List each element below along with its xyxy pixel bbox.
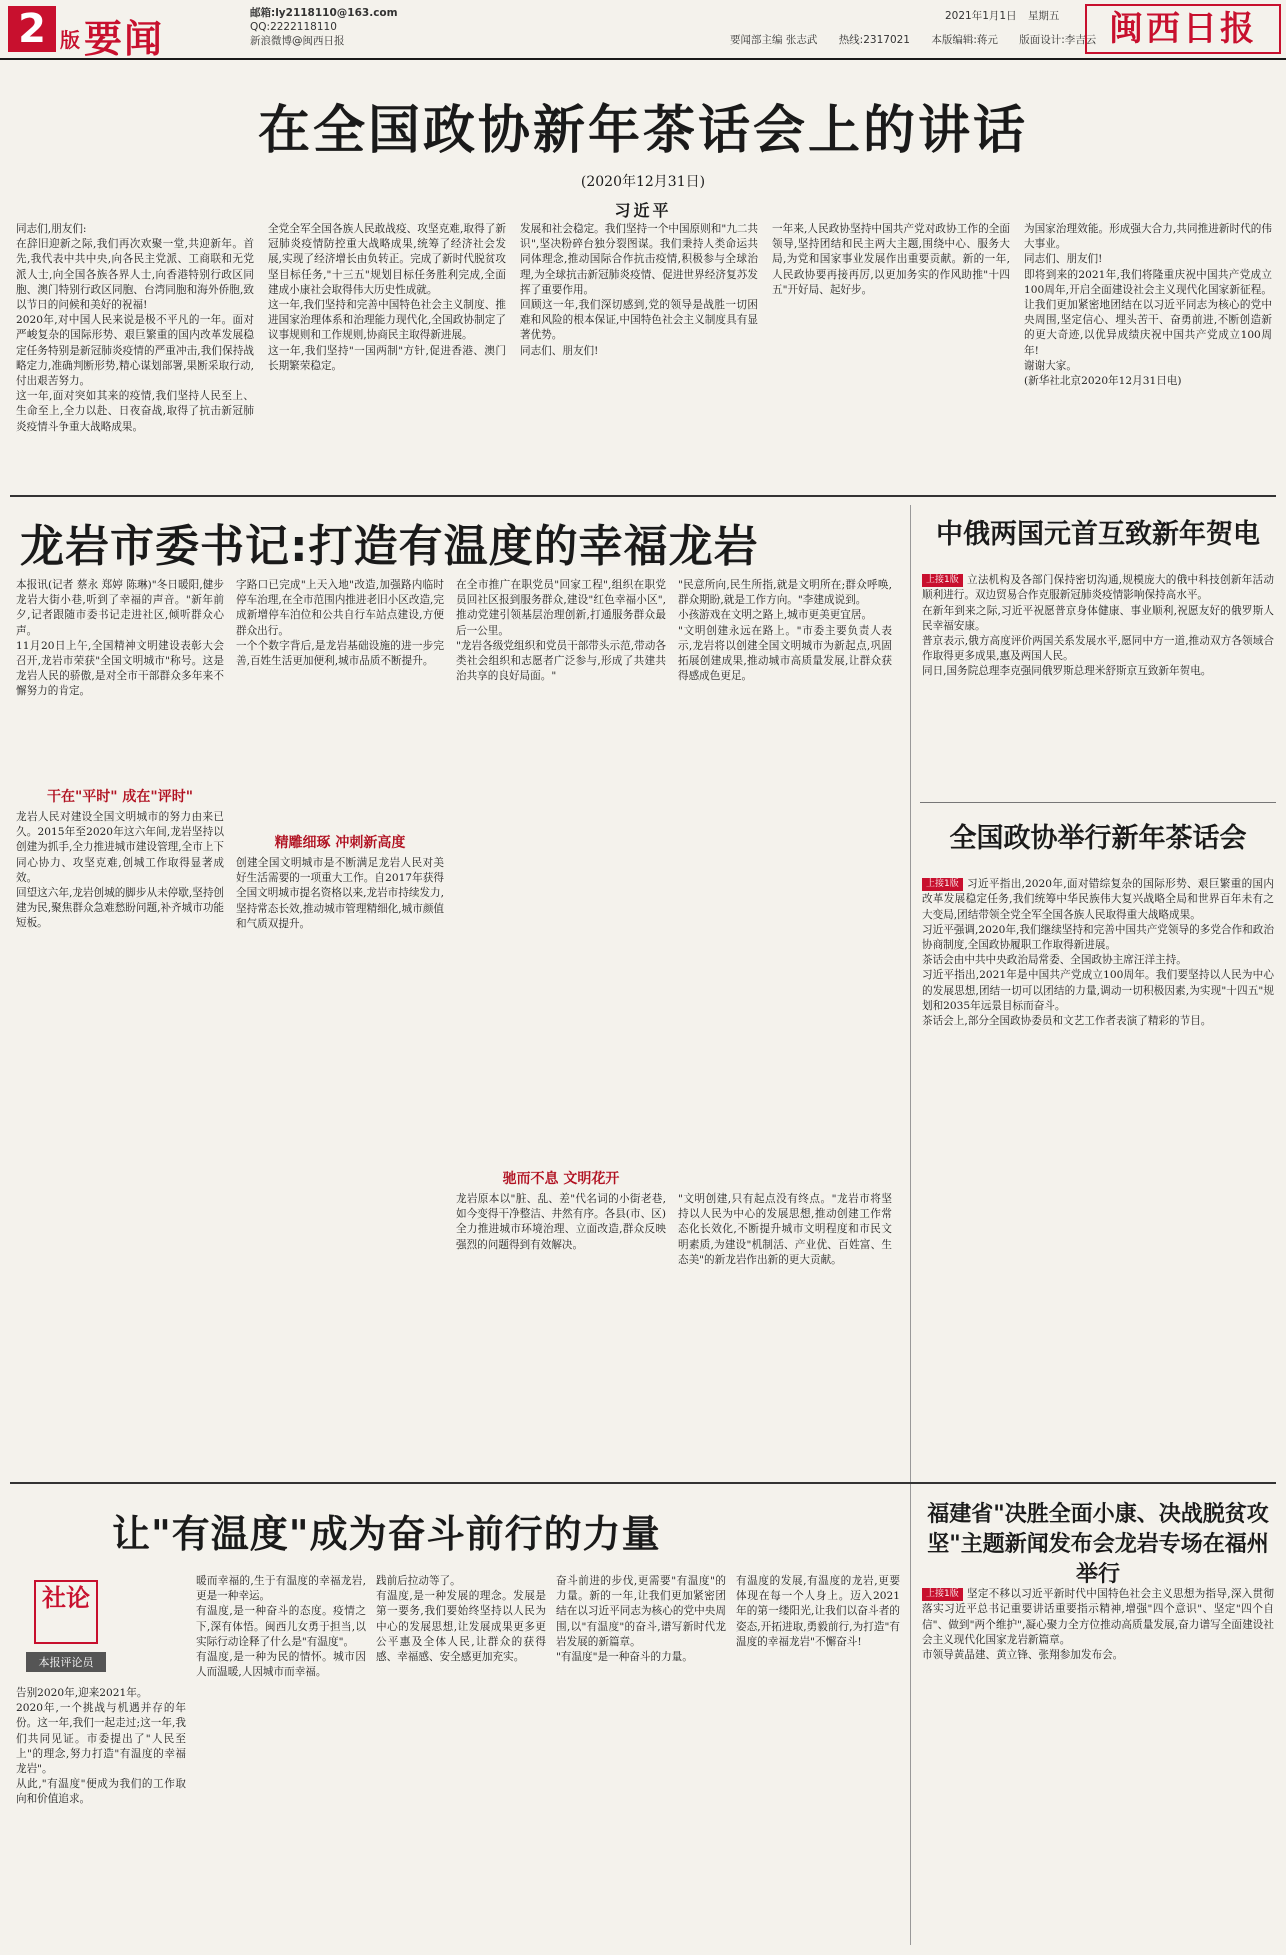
- speech-column-2: 全党全军全国各族人民敢战疫、攻坚克难,取得了新冠肺炎疫情防控重大战略成果,统筹了经济社会发展,实现了经济增长由负转正。完成了新时代脱贫攻坚目标任务,"十三五"规划目标任务胜利完成,全面建成小康社会取得伟大历史性成就。 这一年,我们坚持和完善中国特色社会主义制度、推进国家治理体系和治理能力现代化,全国政协制定了议事规则和工作规则,协商民主取得新进展。 这一年,我们坚持"一国两制"方针,促进香港、澳门长期繁荣稳定。: [268, 223, 506, 372]
- editor-credits: [730, 32, 1114, 47]
- speech-column-1: 同志们,朋友们: 在辞旧迎新之际,我们再次欢聚一堂,共迎新年。首先,我代表中共中央,向各民主党派、工商联和无党派人士,向全国各族各界人士,向香港特别行政区同胞、澳门特别行政区同胞、台湾同胞和海外侨胞,致以节日的问候和美好的祝福! 2020年,对中国人民来说是极不平凡的一年。面对严峻复杂的国际形势、艰巨繁重的国内改革发展稳定任务特别是新冠肺炎疫情的严重冲击,我们保持战略定力,准确判断形势,精心谋划部署,果断采取行动,付出艰苦努力。 这一年,面对突如其来的疫情,我们坚持人民至上、生命至上,全力以赴、日夜奋战,取得了抗击新冠肺炎疫情斗争重大战略成果。: [16, 223, 254, 433]
- side-headline-2: 全国政协举行新年茶话会: [949, 823, 1247, 854]
- lead-headline: 龙岩市委书记:打造有温度的幸福龙岩: [20, 521, 759, 572]
- editorial-column-2: 暖而幸福的,生于有温度的幸福龙岩,更是一种幸运。 有温度,是一种奋斗的态度。疫情之下,深有体悟。闽西儿女勇于担当,以实际行动诠释了什么是"有温度"。 有温度,是一种为民的情怀。城市因人而温暖,人因城市而幸福。: [196, 1575, 366, 1679]
- lead-column-3: 在全市推广在职党员"回家工程",组织在职党员回社区报到服务群众,建设"红色幸福小区",推动党建引领基层治理创新,打通服务群众最后一公里。 "龙岩各级党组织和党员干部带头示范,带动各类社会组织和志愿者广泛参与,形成了共建共治共享的良好局面。": [456, 579, 666, 683]
- date-text: 2021年1月1日: [945, 10, 1017, 22]
- weekday-text: 星期五: [1027, 10, 1060, 22]
- lead-subhead-2: 精雕细琢 冲刺新高度: [274, 835, 406, 851]
- editor-layout: 版面设计:李吉云: [1019, 34, 1097, 46]
- speech-column-5: 为国家治理效能。形成强大合力,共同推进新时代的伟大事业。 同志们、朋友们! 即将到来的2021年,我们将隆重庆祝中国共产党成立100周年,开启全面建设社会主义现代化国家新征程。让我们更加紧密地团结在以习近平同志为核心的党中央周围,坚定信心、埋头苦干、奋勇前进,不断创造新的更大奇迹,以优异成绩庆祝中国共产党成立100周年! 谢谢大家。 (新华社北京2020年12月31日电): [1024, 223, 1272, 388]
- lead-column-1b: 龙岩人民对建设全国文明城市的努力由来已久。2015年至2020年这六年间,龙岩坚持以创建为抓手,全力推进城市建设管理,全市上下同心协力、攻坚克难,创城工作取得显著成效。 回望这六年,龙岩创城的脚步从未停歇,坚持创建为民,聚焦群众急难愁盼问题,补齐城市功能短板。: [16, 811, 224, 930]
- page-number-suffix: 版: [60, 28, 80, 52]
- contact-qq: QQ:2222118110: [250, 21, 337, 33]
- page-header: [0, 0, 1286, 60]
- lead-subhead-1: 干在"平时" 成在"评时": [46, 789, 194, 805]
- continued-tag: 上接1版: [922, 574, 963, 587]
- side-article-1: [922, 558, 1274, 793]
- page-number: 2: [8, 6, 56, 52]
- lead-column-3b: 龙岩原本以"脏、乱、差"代名词的小街老巷,如今变得干净整洁、井然有序。各县(市、区)全力推进城市环境治理、立面改造,群众反映强烈的问题得到有效解决。: [456, 1193, 666, 1251]
- editorial-credit: 本报评论员: [26, 1652, 106, 1672]
- lead-column-1: 本报讯(记者 蔡永 郑婷 陈琳)"冬日暖阳,健步龙岩大街小巷,听到了幸福的声音。"新年前夕,记者跟随市委书记走进社区,倾听群众心声。 11月20日上午,全国精神文明建设表彰大会召开,龙岩市荣获"全国文明城市"称号。这是龙岩人民的骄傲,是对全市干部群众多年来不懈努力的肯定。: [16, 579, 224, 698]
- lead-subhead-3: 驰而不息 文明花开: [502, 1171, 620, 1187]
- speech-date: (2020年12月31日): [580, 174, 706, 190]
- editorial-column-4: 奋斗前进的步伐,更需要"有温度"的力量。新的一年,让我们更加紧密团结在以习近平同志为核心的党中央周围,以"有温度"的奋斗,谱写新时代龙岩发展的新篇章。 "有温度"是一种奋斗的力量。: [556, 1575, 726, 1664]
- side-article-2: [922, 862, 1274, 1467]
- speech-author: 习近平: [614, 201, 672, 220]
- lead-column-2b: 创建全国文明城市是不断满足龙岩人民对美好生活需要的一项重大工作。自2017年获得全国文明城市提名资格以来,龙岩市持续发力,坚持常态长效,推动城市管理精细化,城市颜值和气质双提升。: [236, 857, 444, 930]
- contact-weibo: 新浪微博@闽西日报: [250, 35, 345, 47]
- lead-column-4: "民意所向,民生所指,就是文明所在;群众呼唤,群众期盼,就是工作方向。"李建成说到。 小孩游戏在文明之路上,城市更美更宜居。 "文明创建永远在路上。"市委主要负责人表示,龙岩将以创建全国文明城市为新起点,巩固拓展创建成果,推动城市高质量发展,让群众获得感成色更足。: [678, 579, 892, 683]
- newspaper-masthead: 闽西日报: [1085, 4, 1281, 54]
- lead-column-2: 字路口已完成"上天入地"改造,加强路内临时停车治理,在全市范围内推进老旧小区改造,完成新增停车泊位和公共自行车站点建设,方便群众出行。 一个个数字背后,是龙岩基础设施的进一步完善,百姓生活更加便利,城市品质不断提升。: [236, 579, 444, 668]
- column-divider: [910, 505, 911, 1945]
- continued-tag: 上接1版: [922, 878, 963, 891]
- section-name: 要闻: [84, 17, 165, 61]
- divider-speech: [10, 495, 1276, 497]
- side-article-2-text: 习近平指出,2020年,面对错综复杂的国际形势、艰巨繁重的国内改革发展稳定任务,我们统筹中华民族伟大复兴战略全局和世界百年未有之大变局,团结带领全党全军全国各族人民取得重大战略成果。 习近平强调,2020年,我们继续坚持和完善中国共产党领导的多党合作和政治协商制度,全国政协履职工作取得新进展。 茶话会由中共中央政治局常委、全国政协主席汪洋主持。 习近平指出,2021年是中国共产党成立100周年。我们要坚持以人民为中心的发展思想,团结一切可以团结的力量,调动一切积极因素,为实现"十四五"规划和2035年远景目标而奋斗。 茶话会上,部分全国政协委员和文艺工作者表演了精彩的节目。: [922, 878, 1274, 1028]
- speech-column-4: 一年来,人民政协坚持中国共产党对政协工作的全面领导,坚持团结和民主两大主题,围绕中心、服务大局,为党和国家事业发展作出重要贡献。新的一年,人民政协要再接再厉,以更加务实的作风助推"十四五"开好局、起好步。: [772, 223, 1010, 296]
- editorial-column-5: 有温度的发展,有温度的龙岩,更要体现在每一个人身上。迈入2021年的第一缕阳光,让我们以奋斗者的姿态,开拓进取,勇毅前行,为打造"有温度的幸福龙岩"不懈奋斗!: [736, 1575, 900, 1648]
- contact-email: 邮箱:ly2118110@163.com: [250, 7, 398, 19]
- editorial-column-1: 告别2020年,迎来2021年。 2020年,一个挑战与机遇并存的年份。这一年,我们一起走过;这一年,我们共同见证。市委提出了"人民至上"的理念,努力打造"有温度的幸福龙岩"。 从此,"有温度"便成为我们的工作取向和价值追求。: [16, 1687, 186, 1806]
- hotline: 热线:2317021: [838, 34, 910, 46]
- side-article-3: [922, 1572, 1274, 1947]
- divider-side-1: [920, 802, 1276, 803]
- continued-tag: 上接1版: [922, 1588, 963, 1601]
- lead-column-4b: "文明创建,只有起点没有终点。"龙岩市将坚持以人民为中心的发展思想,推动创建工作常态化长效化,不断提升城市文明程度和市民文明素质,为建设"机制活、产业优、百姓富、生态美"的新龙岩作出新的更大贡献。: [678, 1193, 892, 1266]
- divider-lower: [10, 1482, 1276, 1484]
- side-article-1-text: 立法机构及各部门保持密切沟通,规模庞大的俄中科技创新年活动顺利进行。双边贸易合作克服新冠肺炎疫情影响保持高水平。 在新年到来之际,习近平祝愿普京身体健康、事业顺利,祝愿友好的俄罗斯人民幸福安康。 普京表示,俄方高度评价两国关系发展水平,愿同中方一道,推动双方各领域合作取得更多成果,惠及两国人民。 同日,国务院总理李克强同俄罗斯总理米舒斯京互致新年贺电。: [922, 574, 1274, 678]
- editorial-label: 社论: [34, 1580, 98, 1644]
- side-article-3-text: 坚定不移以习近平新时代中国特色社会主义思想为指导,深入贯彻落实习近平总书记重要讲话重要指示精神,增强"四个意识"、坚定"四个自信"、做到"两个维护",凝心聚力全方位推动高质量发展,奋力谱写全面建设社会主义现代化国家龙岩新篇章。 市领导黄晶建、黄立锋、张翔参加发布会。: [922, 1588, 1274, 1662]
- editor-page: 本版编辑:蒋元: [931, 34, 998, 46]
- speech-column-3: 发展和社会稳定。我们坚持一个中国原则和"九二共识",坚决粉碎台独分裂图谋。我们秉持人类命运共同体理念,推动国际合作抗击疫情,积极参与全球治理,为全球抗击新冠肺炎疫情、促进世界经济复苏发挥了重要作用。 回顾这一年,我们深切感到,党的领导是战胜一切困难和风险的根本保证,中国特色社会主义制度具有显著优势。 同志们、朋友们!: [520, 223, 758, 357]
- contact-info: [250, 6, 398, 48]
- editorial-column-3: 践前后拉动等了。 有温度,是一种发展的理念。发展是第一要务,我们要始终坚持以人民为中心的发展思想,让发展成果更多更公平惠及全体人民,让群众的获得感、幸福感、安全感更加充实。: [376, 1575, 546, 1664]
- editorial-headline: 让"有温度"成为奋斗前行的力量: [112, 1512, 661, 1556]
- speech-headline: 在全国政协新年茶话会上的讲话: [257, 101, 1028, 161]
- issue-date: [945, 8, 1067, 23]
- side-headline-1: 中俄两国元首互致新年贺电: [936, 519, 1260, 550]
- editor-chief: 要闻部主编 张志武: [730, 34, 818, 46]
- side-headline-3: 福建省"决胜全面小康、决战脱贫攻坚"主题新闻发布会龙岩专场在福州举行: [927, 1502, 1269, 1587]
